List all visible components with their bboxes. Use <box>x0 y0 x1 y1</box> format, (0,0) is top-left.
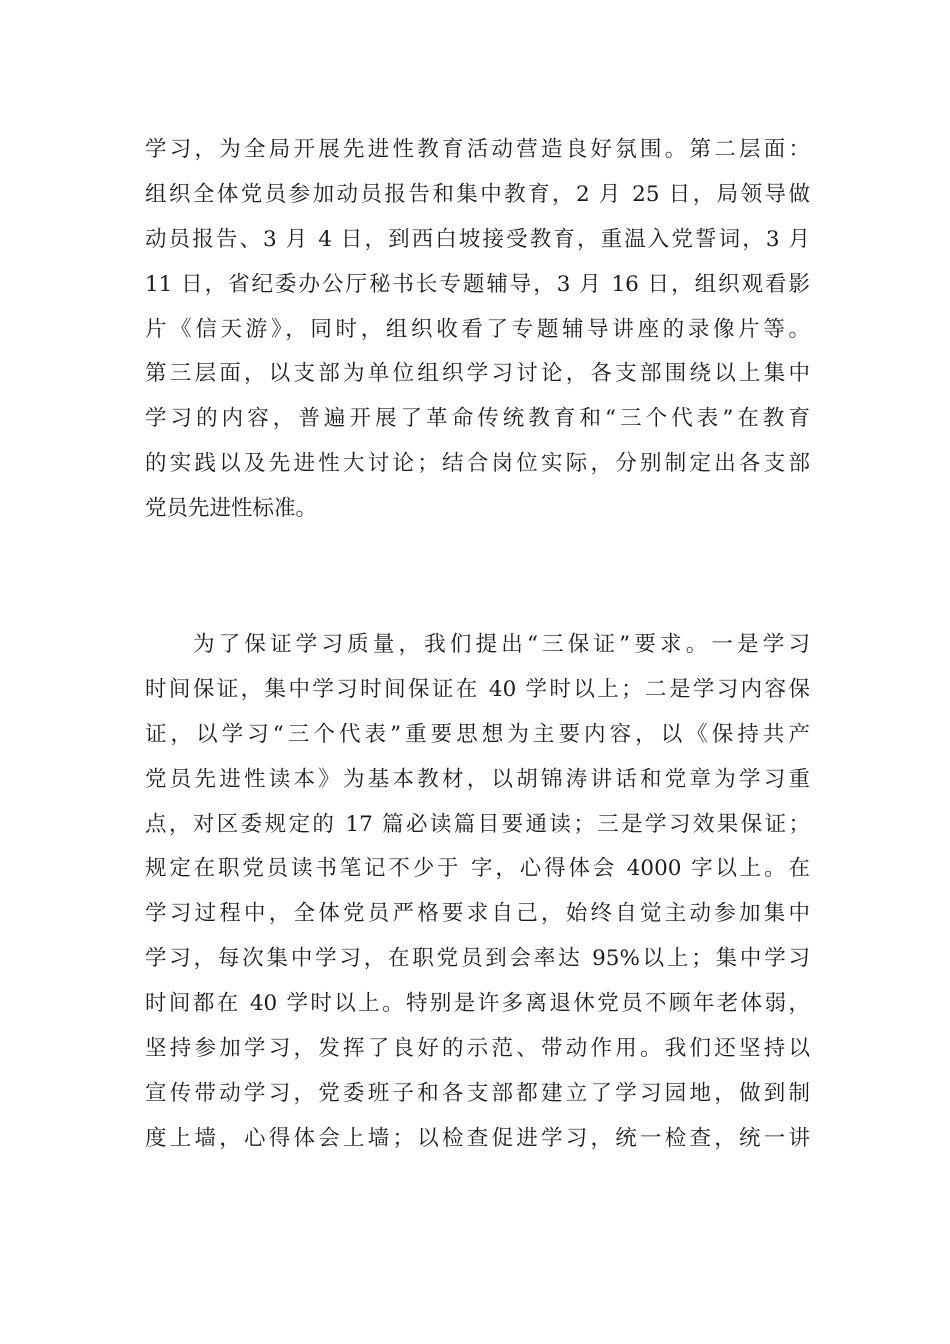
text-line: 党员先进性标准。 <box>145 496 318 522</box>
text-line: 宣传带动学习，党委班子和各支部都建立了学习园地，做到制 <box>145 1080 810 1106</box>
text-line: 11 日，省纪委办公厅秘书长专题辅导，3 月 16 日，组织观看影 <box>145 271 810 297</box>
text-line: 学习的内容，普遍开展了革命传统教育和“三个代表”在教育 <box>145 406 810 432</box>
text-line: 的实践以及先进性大讨论；结合岗位实际，分别制定出各支部 <box>145 451 810 477</box>
text-line: 证，以学习“三个代表”重要思想为主要内容，以《保持共产 <box>145 721 810 747</box>
text-line: 规定在职党员读书笔记不少于 字，心得体会 4000 字以上。在 <box>145 856 810 882</box>
text-line: 坚持参加学习，发挥了良好的示范、带动作用。我们还坚持以 <box>145 1036 810 1062</box>
paragraph-study-levels <box>145 128 810 532</box>
text-line: 点，对区委规定的 17 篇必读篇目要通读；三是学习效果保证； <box>145 811 810 837</box>
text-line: 学习，为全局开展先进性教育活动营造良好氛围。第二层面： <box>145 137 810 162</box>
text-line: 第三层面，以支部为单位组织学习讨论，各支部围绕以上集中 <box>145 361 810 387</box>
text-line: 学习，每次集中学习，在职党员到会率达 95%以上；集中学习 <box>145 946 810 972</box>
text-line: 动员报告、3 月 4 日，到西白坡接受教育，重温入党誓词，3 月 <box>145 226 810 252</box>
paragraph-three-guarantees <box>145 623 810 1162</box>
text-line: 党员先进性读本》为基本教材，以胡锦涛讲话和党章为学习重 <box>145 766 810 792</box>
text-line: 组织全体党员参加动员报告和集中教育，2 月 25 日，局领导做 <box>145 181 810 207</box>
text-line: 度上墙，心得体会上墙；以检查促进学习，统一检查，统一讲 <box>145 1125 810 1151</box>
text-line: 时间保证，集中学习时间保证在 40 学时以上；二是学习内容保 <box>145 676 810 702</box>
text-line: 片《信天游》，同时，组织收看了专题辅导讲座的录像片等。 <box>145 316 810 342</box>
text-line: 时间都在 40 学时以上。特别是许多离退休党员不顾年老体弱， <box>145 991 810 1017</box>
text-line: 为了保证学习质量，我们提出“三保证”要求。一是学习 <box>193 632 810 657</box>
text-line: 学习过程中，全体党员严格要求自己，始终自觉主动参加集中 <box>145 901 810 927</box>
